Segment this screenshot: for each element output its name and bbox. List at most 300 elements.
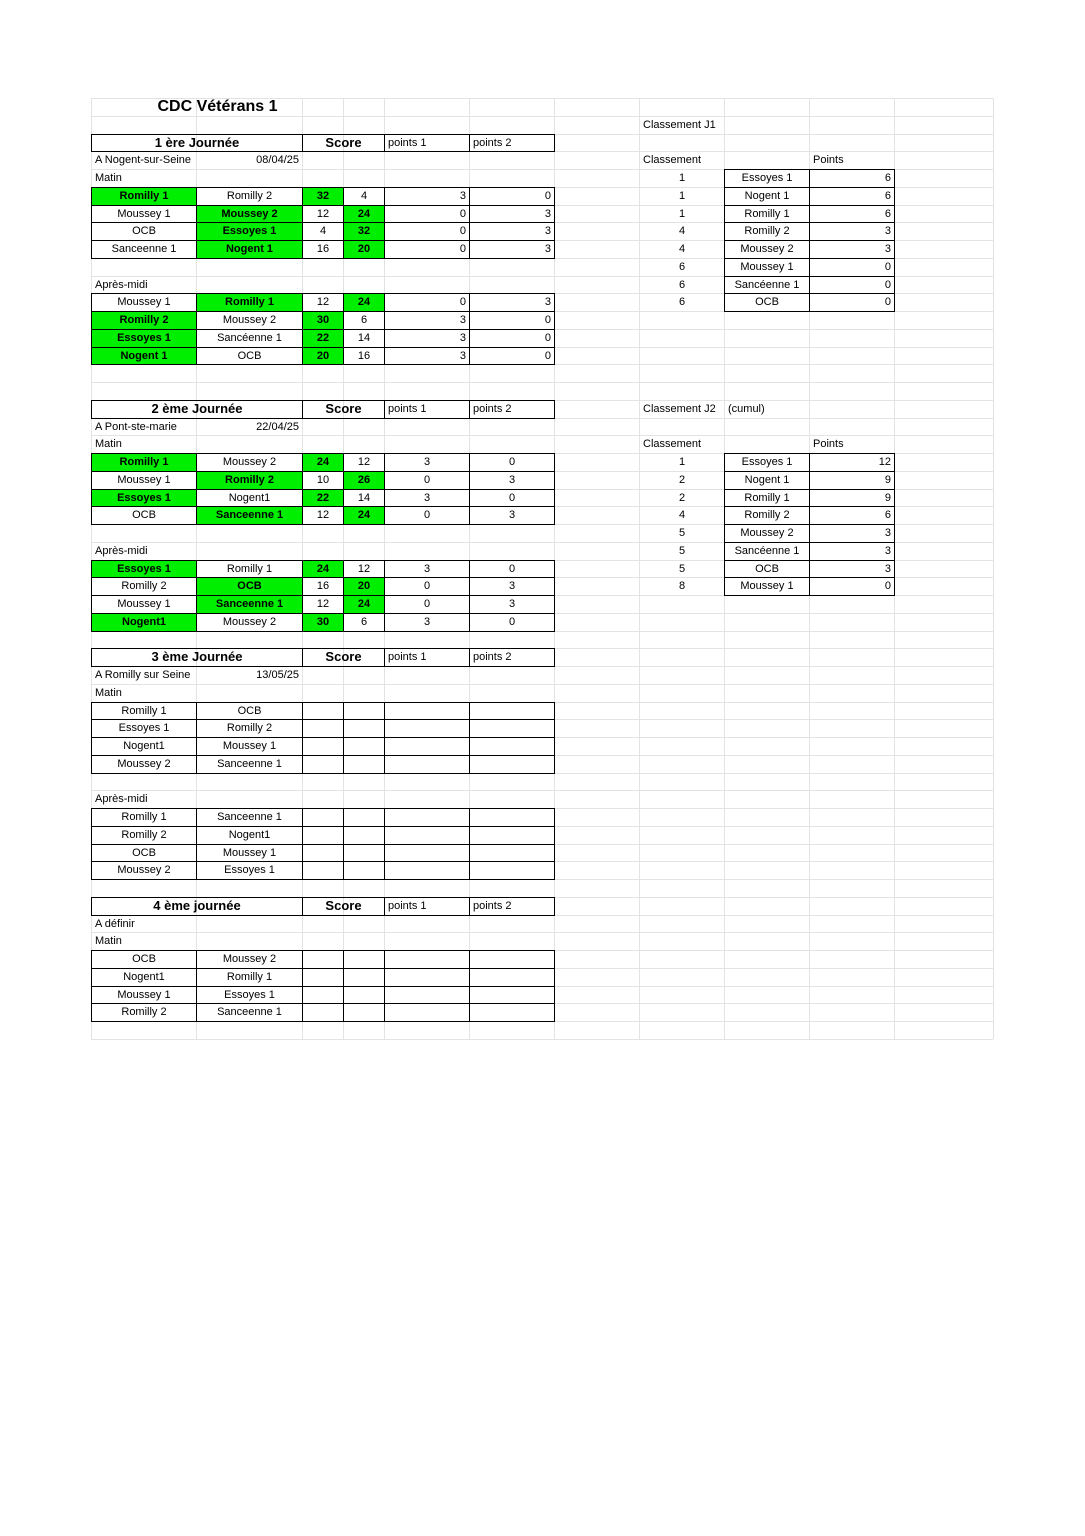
- team-cell: Moussey 2: [740, 243, 794, 255]
- team2-cell[interactable]: Essoyes 1: [197, 223, 302, 240]
- gridline-horizontal: [91, 1021, 993, 1022]
- team-cell: Moussey 1: [740, 260, 794, 273]
- score2-cell[interactable]: 20: [344, 578, 384, 595]
- date: 13/05/25: [256, 669, 299, 681]
- rank-cell: 5: [678, 527, 686, 539]
- points2-header: points 2: [473, 402, 512, 415]
- score1-cell[interactable]: [303, 703, 343, 720]
- score2-cell[interactable]: 12: [357, 562, 371, 575]
- points1-cell[interactable]: [385, 845, 469, 862]
- points1-header: points 1: [388, 899, 427, 912]
- score2-cell[interactable]: 12: [357, 456, 371, 468]
- score1-cell[interactable]: [303, 756, 343, 773]
- team-cell: Essoyes 1: [741, 172, 793, 184]
- table-border: [384, 808, 385, 879]
- gridline-horizontal: [91, 364, 993, 365]
- team-cell: Romilly 1: [744, 491, 790, 504]
- table-border: [302, 134, 303, 152]
- points-cell: 3: [884, 243, 891, 255]
- session-label: Après-midi: [95, 793, 148, 806]
- score2-cell[interactable]: 20: [344, 241, 384, 258]
- score1-cell[interactable]: 24: [303, 561, 343, 578]
- score2-cell[interactable]: 24: [344, 507, 384, 524]
- score1-cell[interactable]: 12: [316, 207, 330, 220]
- points2-cell[interactable]: [470, 862, 554, 879]
- table-border: [91, 737, 555, 738]
- team1-cell[interactable]: Romilly 1: [121, 704, 167, 717]
- points-cell: 0: [884, 296, 891, 309]
- score1-cell[interactable]: [303, 969, 343, 986]
- score1-cell[interactable]: 16: [316, 580, 330, 593]
- points1-cell[interactable]: 0: [423, 473, 431, 486]
- rank-cell: 1: [678, 207, 686, 220]
- points1-header: points 1: [388, 136, 427, 149]
- points1-cell[interactable]: 0: [459, 243, 466, 255]
- points1-cell[interactable]: 3: [423, 456, 431, 468]
- points-cell: 3: [884, 527, 891, 539]
- score2-cell[interactable]: 6: [360, 314, 368, 326]
- score1-cell[interactable]: 16: [316, 243, 330, 255]
- table-border: [91, 968, 555, 969]
- score1-cell[interactable]: [303, 987, 343, 1004]
- team-cell: Nogent 1: [744, 189, 790, 202]
- score1-cell[interactable]: 12: [316, 296, 330, 309]
- table-border: [343, 808, 344, 879]
- points-header: Points: [813, 438, 844, 451]
- score2-cell[interactable]: [344, 969, 384, 986]
- team1-cell[interactable]: Moussey 2: [117, 864, 171, 877]
- gridline-horizontal: [91, 382, 993, 383]
- score1-cell[interactable]: 4: [319, 225, 327, 238]
- table-border: [384, 950, 385, 1021]
- team2-cell[interactable]: Romilly 1: [226, 970, 273, 983]
- table-border: [91, 861, 555, 862]
- score2-cell[interactable]: [344, 827, 384, 844]
- points2-cell[interactable]: 3: [544, 296, 551, 309]
- points2-cell[interactable]: [470, 827, 554, 844]
- team1-cell[interactable]: Romilly 1: [92, 188, 196, 205]
- rank-cell: 8: [678, 580, 686, 593]
- table-border: [384, 897, 385, 915]
- score2-cell[interactable]: [344, 1004, 384, 1021]
- table-border: [302, 648, 303, 666]
- points2-cell[interactable]: [470, 987, 554, 1004]
- table-border: [91, 755, 555, 756]
- score2-cell[interactable]: 14: [357, 331, 371, 344]
- points1-cell[interactable]: [385, 738, 469, 755]
- points-cell: 6: [884, 207, 891, 220]
- team1-cell[interactable]: Romilly 2: [92, 312, 196, 329]
- score1-cell[interactable]: 24: [303, 454, 343, 471]
- points1-cell[interactable]: [385, 720, 469, 737]
- team2-cell[interactable]: Sanceenne 1: [197, 596, 302, 613]
- table-border: [469, 648, 470, 666]
- table-border: [302, 453, 303, 524]
- points2-cell[interactable]: 0: [508, 615, 516, 628]
- team1-cell[interactable]: OCB: [132, 953, 156, 965]
- table-border: [343, 293, 344, 364]
- points2-cell[interactable]: 3: [544, 225, 551, 238]
- table-border: [91, 347, 555, 348]
- team1-cell[interactable]: Moussey 1: [117, 988, 171, 1001]
- points2-cell[interactable]: [470, 720, 554, 737]
- day-title: 4 ème journée: [153, 897, 241, 913]
- team1-cell[interactable]: Romilly 1: [92, 454, 196, 471]
- points2-cell[interactable]: [470, 951, 554, 968]
- table-border: [469, 400, 470, 418]
- points2-cell[interactable]: 0: [508, 562, 516, 575]
- standings-title: Classement J1: [643, 118, 716, 131]
- rank-cell: 6: [678, 296, 686, 309]
- team2-cell[interactable]: Sanceenne 1: [217, 811, 282, 823]
- points-cell: 0: [884, 278, 891, 291]
- team1-cell[interactable]: Nogent1: [123, 740, 165, 752]
- points2-cell[interactable]: 3: [508, 473, 516, 486]
- score2-cell[interactable]: [344, 703, 384, 720]
- table-border: [302, 950, 303, 1021]
- table-border: [343, 187, 344, 258]
- table-border: [91, 240, 555, 241]
- score2-cell[interactable]: [344, 845, 384, 862]
- points2-cell[interactable]: [470, 738, 554, 755]
- team2-cell[interactable]: Essoyes 1: [224, 864, 275, 877]
- table-border: [91, 844, 555, 845]
- team2-cell[interactable]: Sancéenne 1: [217, 331, 282, 344]
- score2-cell[interactable]: [344, 720, 384, 737]
- points1-cell[interactable]: [385, 951, 469, 968]
- points1-cell[interactable]: [385, 827, 469, 844]
- points1-cell[interactable]: [385, 1004, 469, 1021]
- team2-cell[interactable]: Moussey 2: [197, 206, 302, 223]
- score2-cell[interactable]: 6: [360, 615, 368, 628]
- table-border: [343, 702, 344, 773]
- points1-cell[interactable]: [385, 969, 469, 986]
- points-cell: 3: [884, 225, 891, 238]
- points-cell: 6: [884, 189, 891, 202]
- points-cell: 3: [884, 544, 891, 557]
- score-header: Score: [325, 134, 362, 150]
- table-border: [469, 560, 470, 631]
- points1-cell[interactable]: 0: [459, 225, 466, 238]
- points2-cell[interactable]: [470, 756, 554, 773]
- points2-header: points 2: [473, 136, 512, 149]
- location: A Pont-ste-marie: [95, 420, 177, 433]
- team1-cell[interactable]: Essoyes 1: [92, 490, 196, 507]
- score2-cell[interactable]: 24: [344, 596, 384, 613]
- rank-cell: 5: [678, 562, 686, 575]
- score1-cell[interactable]: [303, 1004, 343, 1021]
- points1-cell[interactable]: 3: [423, 615, 431, 628]
- table-border: [196, 293, 197, 364]
- table-border: [302, 293, 303, 364]
- points2-cell[interactable]: 0: [508, 491, 516, 504]
- points-cell: 12: [878, 456, 891, 468]
- team1-cell[interactable]: OCB: [132, 225, 156, 238]
- location: A définir: [95, 917, 135, 930]
- team1-cell[interactable]: Sanceenne 1: [111, 243, 177, 255]
- points-cell: 3: [884, 562, 891, 575]
- points2-cell[interactable]: 0: [544, 331, 551, 344]
- team-cell: Romilly 2: [744, 509, 790, 522]
- team2-cell[interactable]: Romilly 1: [197, 294, 302, 311]
- standings-note: [725, 117, 809, 134]
- table-border: [809, 169, 810, 311]
- team1-cell[interactable]: Essoyes 1: [92, 561, 196, 578]
- table-border: [91, 506, 555, 507]
- score1-cell[interactable]: 22: [303, 490, 343, 507]
- points1-cell[interactable]: [385, 756, 469, 773]
- score2-cell[interactable]: [344, 738, 384, 755]
- points1-cell[interactable]: 3: [423, 562, 431, 575]
- points1-cell[interactable]: 3: [423, 491, 431, 504]
- team1-cell[interactable]: Romilly 2: [121, 580, 167, 593]
- points2-cell[interactable]: [470, 809, 554, 826]
- points-cell: 9: [884, 473, 891, 486]
- team1-cell[interactable]: Romilly 1: [121, 811, 167, 823]
- points1-cell[interactable]: 3: [459, 189, 466, 202]
- points1-cell[interactable]: 3: [459, 349, 466, 362]
- points1-cell[interactable]: 0: [423, 580, 431, 593]
- points2-cell[interactable]: 0: [544, 314, 551, 326]
- team2-cell[interactable]: OCB: [237, 704, 262, 717]
- sheet-title: CDC Vétérans 1: [157, 99, 278, 115]
- score2-cell[interactable]: [344, 987, 384, 1004]
- score2-cell[interactable]: [344, 809, 384, 826]
- table-border: [196, 560, 197, 631]
- table-border: [384, 187, 385, 258]
- score2-cell[interactable]: [344, 951, 384, 968]
- team2-cell[interactable]: Romilly 2: [197, 472, 302, 489]
- team1-cell[interactable]: Romilly 2: [121, 828, 167, 841]
- points2-cell[interactable]: 3: [544, 207, 551, 220]
- team2-cell[interactable]: Moussey 2: [222, 314, 277, 326]
- table-border: [196, 453, 197, 524]
- points1-cell[interactable]: [385, 703, 469, 720]
- score2-cell[interactable]: 4: [360, 189, 368, 202]
- score2-cell[interactable]: 32: [344, 223, 384, 240]
- score2-cell[interactable]: 14: [357, 491, 371, 504]
- team-cell: Nogent 1: [744, 473, 790, 486]
- points-cell: 6: [884, 172, 891, 184]
- table-border: [469, 293, 470, 364]
- location: A Nogent-sur-Seine: [95, 154, 191, 167]
- points2-cell[interactable]: [470, 845, 554, 862]
- table-border: [469, 702, 470, 773]
- date: 08/04/25: [256, 154, 299, 167]
- score-header: Score: [325, 400, 362, 416]
- team1-cell[interactable]: Nogent1: [123, 970, 165, 983]
- team2-cell[interactable]: Sanceenne 1: [217, 1006, 282, 1019]
- rank-cell: 6: [678, 278, 686, 291]
- table-border: [91, 489, 555, 490]
- points-header: Points: [813, 154, 844, 167]
- table-border: [343, 950, 344, 1021]
- session-label: Matin: [95, 686, 122, 699]
- points2-cell[interactable]: 0: [544, 189, 551, 202]
- points2-cell[interactable]: 3: [544, 243, 551, 255]
- day-title: 2 ème Journée: [151, 400, 243, 416]
- score1-cell[interactable]: 12: [316, 509, 330, 522]
- rank-cell: 4: [678, 225, 686, 238]
- score2-cell[interactable]: 24: [344, 294, 384, 311]
- team1-cell[interactable]: Romilly 2: [121, 1006, 167, 1019]
- points1-cell[interactable]: 3: [459, 314, 466, 326]
- score1-cell[interactable]: 10: [316, 473, 330, 486]
- score2-cell[interactable]: 24: [344, 206, 384, 223]
- score1-cell[interactable]: 20: [303, 348, 343, 365]
- team2-cell[interactable]: Romilly 2: [226, 189, 273, 202]
- points-cell: 0: [884, 260, 891, 273]
- points2-header: points 2: [473, 899, 512, 912]
- score1-cell[interactable]: [303, 845, 343, 862]
- points1-cell[interactable]: 3: [459, 331, 466, 344]
- points2-cell[interactable]: 3: [508, 598, 516, 610]
- score1-cell[interactable]: 12: [316, 598, 330, 610]
- points2-cell[interactable]: [470, 969, 554, 986]
- table-border: [302, 187, 303, 258]
- table-border: [196, 702, 197, 773]
- table-border: [343, 560, 344, 631]
- points2-cell[interactable]: [470, 703, 554, 720]
- day-title: 3 ème Journée: [151, 649, 243, 665]
- team2-cell[interactable]: Romilly 2: [226, 722, 273, 735]
- team2-cell[interactable]: Moussey 2: [222, 953, 277, 965]
- table-border: [91, 222, 555, 223]
- points1-header: points 1: [388, 651, 427, 664]
- date: 22/04/25: [256, 420, 299, 433]
- team1-cell[interactable]: Moussey 1: [117, 296, 171, 309]
- score-header: Score: [325, 649, 362, 665]
- table-border: [469, 134, 470, 152]
- table-border: [91, 329, 555, 330]
- table-border: [91, 613, 555, 614]
- score2-cell[interactable]: 16: [357, 349, 371, 362]
- team1-cell[interactable]: Moussey 1: [117, 598, 171, 610]
- points2-cell[interactable]: 3: [508, 580, 516, 593]
- points2-cell[interactable]: 3: [508, 509, 516, 522]
- rank-cell: 4: [678, 509, 686, 522]
- table-border: [91, 205, 555, 206]
- table-border: [196, 187, 197, 258]
- points1-header: points 1: [388, 402, 427, 415]
- team-cell: OCB: [755, 296, 779, 309]
- points1-cell[interactable]: 0: [423, 509, 431, 522]
- score1-cell[interactable]: 30: [303, 312, 343, 329]
- team1-cell[interactable]: Moussey 2: [117, 757, 171, 770]
- score2-cell[interactable]: [344, 862, 384, 879]
- score1-cell[interactable]: [303, 809, 343, 826]
- rank-cell: 5: [678, 544, 686, 557]
- team1-cell[interactable]: Nogent1: [92, 614, 196, 631]
- team-cell: Romilly 1: [744, 207, 790, 220]
- score1-cell[interactable]: [303, 738, 343, 755]
- table-border: [91, 1003, 555, 1004]
- points2-cell[interactable]: 0: [508, 456, 516, 468]
- table-border: [469, 950, 470, 1021]
- gridline-horizontal: [91, 631, 993, 632]
- team2-cell[interactable]: Sanceenne 1: [217, 757, 282, 770]
- table-border: [302, 400, 303, 418]
- table-border: [384, 702, 385, 773]
- points1-cell[interactable]: 0: [459, 296, 466, 309]
- team2-cell[interactable]: Moussey 1: [222, 740, 277, 752]
- team1-cell[interactable]: OCB: [132, 846, 156, 859]
- team2-cell[interactable]: Moussey 2: [222, 456, 277, 468]
- score2-cell[interactable]: 26: [344, 472, 384, 489]
- location: A Romilly sur Seine: [95, 669, 191, 681]
- points2-cell[interactable]: [470, 1004, 554, 1021]
- team2-cell[interactable]: Nogent1: [228, 828, 271, 841]
- points1-cell[interactable]: [385, 987, 469, 1004]
- team2-cell[interactable]: Romilly 1: [226, 562, 273, 575]
- table-border: [469, 897, 470, 915]
- team1-cell[interactable]: Nogent 1: [92, 348, 196, 365]
- team2-cell[interactable]: OCB: [197, 578, 302, 595]
- team1-cell[interactable]: Moussey 1: [117, 473, 171, 486]
- table-border: [384, 134, 385, 152]
- table-border: [196, 950, 197, 1021]
- score1-cell[interactable]: 30: [303, 614, 343, 631]
- table-border: [91, 577, 555, 578]
- points-cell: 9: [884, 491, 891, 504]
- gridline-horizontal: [91, 773, 993, 774]
- team1-cell[interactable]: Essoyes 1: [118, 722, 170, 735]
- score1-cell[interactable]: [303, 862, 343, 879]
- team2-cell[interactable]: Essoyes 1: [224, 988, 275, 1001]
- team2-cell[interactable]: OCB: [237, 349, 262, 362]
- gridline-horizontal: [91, 1039, 993, 1040]
- team-cell: Sancéenne 1: [734, 544, 800, 557]
- team1-cell[interactable]: Essoyes 1: [92, 330, 196, 347]
- gridline-vertical: [993, 98, 994, 1039]
- points1-cell[interactable]: [385, 809, 469, 826]
- table-border: [302, 702, 303, 773]
- team-cell: Moussey 1: [740, 580, 794, 593]
- team2-cell[interactable]: Moussey 2: [222, 615, 277, 628]
- points-cell: 0: [884, 580, 891, 593]
- table-border: [91, 311, 555, 312]
- rank-header: Classement: [643, 438, 702, 451]
- table-border: [302, 560, 303, 631]
- score2-cell[interactable]: [344, 756, 384, 773]
- team1-cell[interactable]: Moussey 1: [117, 207, 171, 220]
- rank-cell: 2: [678, 473, 686, 486]
- team1-cell[interactable]: OCB: [132, 509, 156, 522]
- points1-cell[interactable]: 0: [423, 598, 431, 610]
- team2-cell[interactable]: Nogent 1: [197, 241, 302, 258]
- points1-cell[interactable]: 0: [459, 207, 466, 220]
- rank-header: Classement: [643, 154, 702, 167]
- score1-cell[interactable]: [303, 951, 343, 968]
- table-border: [384, 293, 385, 364]
- gridline-horizontal: [91, 116, 993, 117]
- team2-cell[interactable]: Sanceenne 1: [197, 507, 302, 524]
- table-border: [384, 400, 385, 418]
- table-border: [91, 826, 555, 827]
- table-border: [196, 808, 197, 879]
- team2-cell[interactable]: Moussey 1: [222, 846, 277, 859]
- points2-cell[interactable]: 0: [544, 349, 551, 362]
- team2-cell[interactable]: Nogent1: [228, 491, 271, 504]
- table-border: [91, 719, 555, 720]
- score1-cell[interactable]: [303, 720, 343, 737]
- score1-cell[interactable]: 22: [303, 330, 343, 347]
- score1-cell[interactable]: [303, 827, 343, 844]
- score1-cell[interactable]: 32: [303, 188, 343, 205]
- points1-cell[interactable]: [385, 862, 469, 879]
- rank-cell: 1: [678, 189, 686, 202]
- points2-header: points 2: [473, 651, 512, 664]
